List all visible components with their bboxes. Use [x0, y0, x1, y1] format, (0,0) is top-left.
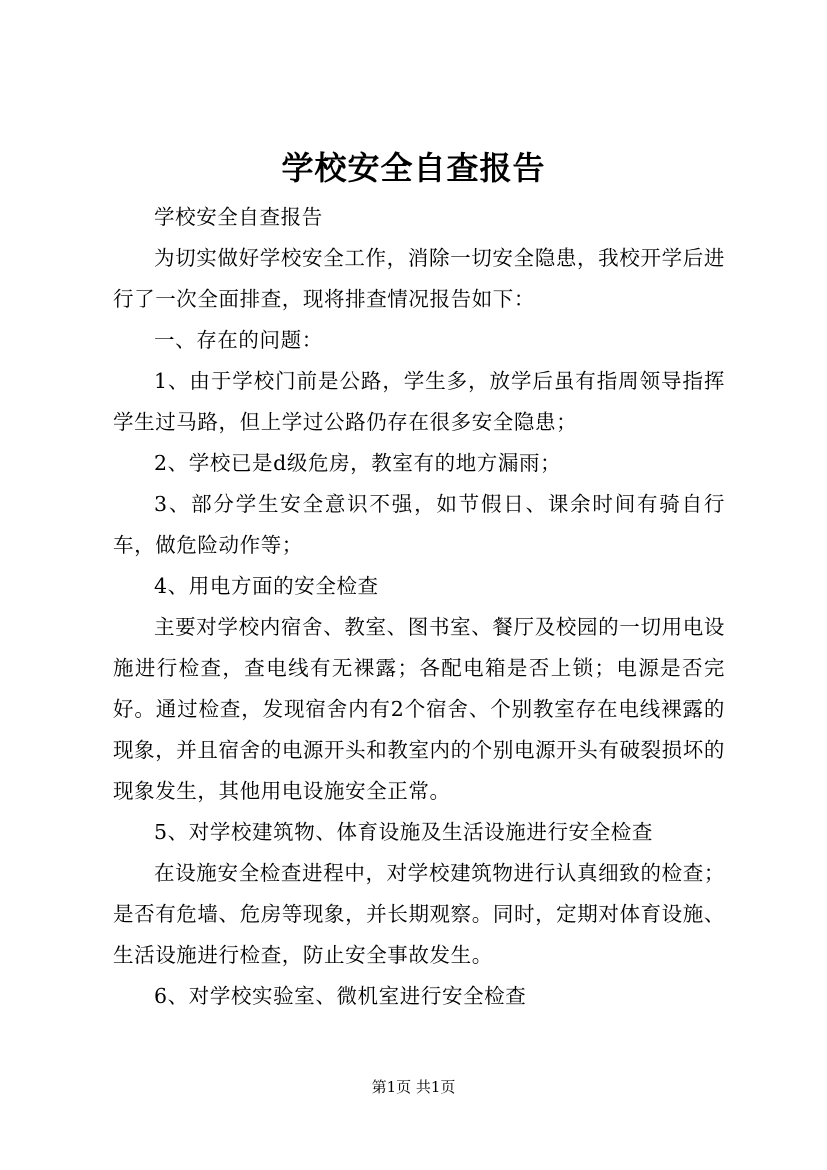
paragraph-item-4-heading: 4、用电方面的安全检查: [154, 574, 379, 598]
paragraph-item-5-body: 在设施安全检查进程中，对学校建筑物进行认真细致的检查；是否有危墙、危房等现象，并长期观察。同时，定期对体育设施、生活设施进行检查，防止安全事故发生。: [113, 861, 725, 967]
paragraph-subtitle: 学校安全自查报告: [154, 205, 323, 229]
page-footer: 第1页 共1页: [371, 1078, 456, 1096]
paragraph-section-heading: 一、存在的问题：: [154, 328, 323, 352]
paragraph-item-1: 1、由于学校门前是公路，学生多，放学后虽有指周领导指挥学生过马路，但上学过公路仍存在很多安全隐患；: [113, 369, 725, 434]
paragraph-item-5-heading: 5、对学校建筑物、体育设施及生活设施进行安全检查: [154, 820, 653, 844]
document-title: 学校安全自查报告: [281, 149, 546, 187]
document-body: [113, 197, 725, 1017]
paragraph-intro: 为切实做好学校安全工作，消除一切安全隐患，我校开学后进行了一次全面排查，现将排查情况报告如下：: [113, 246, 725, 311]
paragraph-item-2: 2、学校已是d级危房，教室有的地方漏雨；: [154, 451, 562, 475]
paragraph-item-6-heading: 6、对学校实验室、微机室进行安全检查: [154, 984, 527, 1008]
paragraph-item-3: 3、部分学生安全意识不强，如节假日、课余时间有骑自行车，做危险动作等；: [113, 492, 725, 557]
paragraph-item-4-body: 主要对学校内宿舍、教室、图书室、餐厅及校园的一切用电设施进行检查，查电线有无裸露；各配电箱是否上锁；电源是否完好。通过检查，发现宿舍内有2个宿舍、个别教室存在电线裸露的现象，并且宿舍的电源开头和教室内的个别电源开头有破裂损坏的现象发生，其他用电设施安全正常。: [113, 615, 725, 803]
